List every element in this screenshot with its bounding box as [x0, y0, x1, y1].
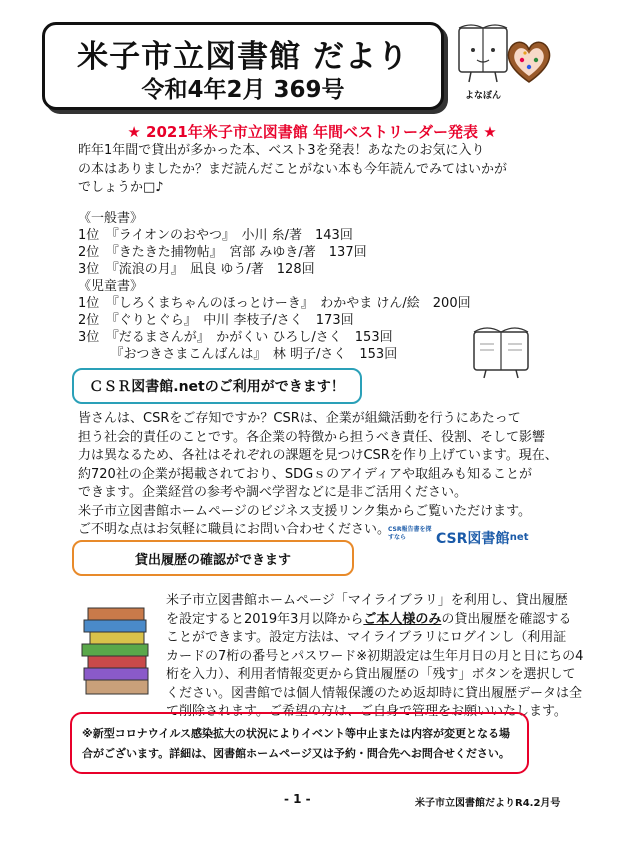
csr-logo-suffix: .net: [506, 532, 529, 543]
general-rank-3: 3位 『流浪の月』 凪良 ゆう/著 128回: [78, 262, 315, 277]
history-line: ことができます。設定方法は、マイライブラリにログインし（利用証: [166, 630, 567, 645]
children-rank-3-tie: 『おつきさまこんばんは』 林 明子/さく 153回: [78, 347, 398, 362]
heart-cookie-icon: [505, 38, 553, 84]
csr-heading-box: [72, 368, 362, 404]
newsletter-header: [42, 22, 444, 110]
children-rank-1: 1位 『しろくまちゃんのほっとけーき』 わかやま けん/絵 200回: [78, 296, 471, 311]
notice-line: ※新型コロナウイルス感染拡大の状況によりイベント等中止または内容が変更となる場: [82, 727, 511, 740]
csr-logo-tagline: CSR報告書を探すなら: [388, 526, 432, 541]
publication-footer: 米子市立図書館だよりR4.2月号: [415, 798, 561, 809]
covid-notice: [82, 724, 510, 764]
csr-line: 力は異なるため、各社はそれぞれの課題を見つけCSRを作り上げています。現在、: [78, 448, 558, 463]
history-line2-end: の貸出履歴を確認する: [441, 611, 572, 627]
newsletter-title: 米子市立図書館 だより: [77, 39, 409, 75]
history-line: 桁を入力）、利用者情報変更から貸出履歴の「残す」ボタンを選択して: [166, 667, 576, 682]
best-reader-heading: ★ 2021年米子市立図書館 年間ベストリーダー発表 ★: [127, 123, 497, 141]
intro-line: 昨年1年間で貸出が多かった本、ベスト3を発表！あなたのお気に入り: [78, 143, 485, 158]
history-heading-box: [72, 540, 354, 576]
history-line: ください。図書館では個人情報保護のため返却時に貸出履歴データは全: [166, 685, 583, 701]
children-books-label: 《児童書》: [78, 279, 144, 294]
csr-line: 皆さんは、CSRをご存知ですか？CSRは、企業が組織活動を行うにあたって: [78, 411, 521, 426]
csr-logo-text: CSR図書館: [436, 531, 510, 547]
csr-description: [78, 410, 558, 540]
children-rank-3: 3位 『だるまさんが』 かがくい ひろし/さく 153回: [78, 330, 393, 345]
covid-notice-box: [70, 712, 529, 774]
mascot-caption: よなぼん: [464, 91, 501, 101]
history-emphasis: ご本人様のみ: [363, 611, 442, 627]
csr-line: 担う社会的責任のことです。各企業の特徴から担うべき責任、役割、そして影響: [78, 429, 545, 445]
csr-line: 米子市立図書館ホームページのビジネス支援リンク集からご覧いただけます。: [78, 503, 532, 519]
history-heading: 貸出履歴の確認ができます: [134, 553, 291, 568]
book-stack-icon: [78, 604, 158, 700]
notice-line: 合がございます。詳細は、図書館ホームページ又は予約・問合先へお問合せください。: [82, 747, 510, 760]
history-line: [166, 611, 583, 630]
csr-line: できます。企業経営の参考や調べ学習などに是非ご活用ください。: [78, 485, 467, 500]
history-description: [166, 592, 583, 722]
history-line: て削除されます。ご希望の方は、ご自身で管理をお願いいたします。: [166, 704, 567, 719]
best-reader-intro: [78, 142, 507, 198]
csr-line: ご不明な点はお気軽に職員にお問い合わせください。: [78, 522, 391, 537]
csr-line: 約720社の企業が掲載されており、SDGｓのアイディアや取組みも知ることが: [78, 466, 532, 482]
intro-line: の本はありましたか？まだ読んだことがない本も今年読んでみてはいかが: [78, 161, 508, 177]
reading-mascot-icon: [470, 318, 532, 380]
csr-library-logo: [388, 524, 538, 550]
general-rank-2: 2位 『きたきた捕物帖』 宮部 みゆき/著 137回: [78, 245, 367, 260]
csr-heading: ＣＳＲ図書館.netのご利用ができます！: [89, 379, 345, 395]
intro-line: でしょうか□♪: [78, 180, 164, 195]
page-number: - 1 -: [284, 792, 311, 806]
history-line: 米子市立図書館ホームページ「マイライブラリ」を利用し、貸出履歴: [166, 593, 568, 608]
history-line2-start: を設定すると2019年3月以降から: [166, 611, 364, 627]
general-rank-1: 1位 『ライオンのおやつ』 小川 糸/著 143回: [78, 228, 353, 243]
children-rank-2: 2位 『ぐりとぐら』 中川 李枝子/さく 173回: [78, 313, 354, 328]
general-books-label: 《一般書》: [78, 211, 144, 226]
book-mascot-icon: [453, 20, 513, 88]
history-line: カードの7桁の番号とパスワード※初期設定は生年月日の月と日にちの4: [166, 648, 584, 664]
issue-number: 令和4年2月 369号: [141, 77, 345, 103]
